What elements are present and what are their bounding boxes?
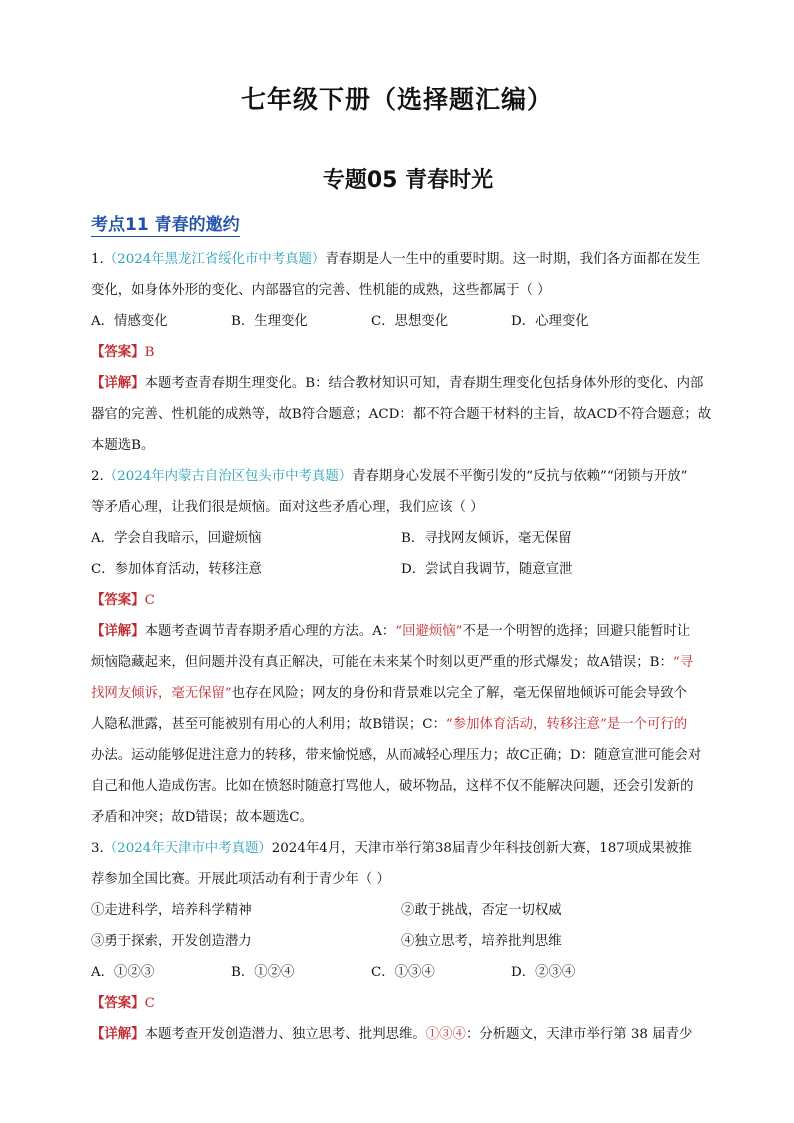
detail-label: 【详解】 bbox=[91, 375, 145, 391]
q2-detail-text: 人隐私泄露，甚至可能被别有用心的人利用；故B错误；C： bbox=[91, 717, 446, 732]
q2-options-row2 bbox=[91, 554, 723, 585]
q2-detail-line1 bbox=[91, 616, 723, 647]
q3-item-3: ③勇于探索，开发创造潜力 bbox=[91, 934, 252, 949]
q2-option-c: C．参加体育活动，转移注意 bbox=[91, 562, 262, 577]
q1-stem-line2: 变化，如身体外形的变化、内部器官的完善、性机能的成熟，这些都属于（ ） bbox=[91, 283, 551, 298]
q2-options-row1 bbox=[91, 523, 723, 554]
q3-option-d: D．②③④ bbox=[511, 965, 576, 980]
q3-option-a: A．①②③ bbox=[91, 965, 155, 980]
q3-stem-line2: 荐参加全国比赛。开展此项活动有利于青少年（ ） bbox=[91, 872, 390, 887]
answer-label: 【答案】 bbox=[91, 344, 145, 360]
q2-detail-text: 烦恼隐藏起来，但问题并没有真正解决，可能在未来某个时刻以更严重的形式爆发；故A错误；B： bbox=[91, 655, 673, 670]
q1-option-a: A．情感变化 bbox=[91, 314, 168, 329]
q2-detail-text: 不是一个明智的选择；回避只能暂时让 bbox=[462, 624, 691, 639]
q3-item-2: ②敢于挑战，否定一切权威 bbox=[401, 903, 562, 918]
q2-detail-highlight: “回避烦恼” bbox=[395, 624, 463, 639]
q2-detail-line6: 自己和他人造成伤害。比如在愤怒时随意打骂他人，破坏物品，这样不仅不能解决问题，还会引发新的 bbox=[91, 779, 694, 794]
q2-detail-text: 也存在风险；网友的身份和背景难以完全了解，毫无保留地倾诉可能会导致个 bbox=[231, 686, 688, 701]
q3-option-c: C．①③④ bbox=[371, 965, 435, 980]
q2-stem-line1 bbox=[91, 461, 723, 492]
q3-detail-line1 bbox=[91, 1019, 723, 1050]
q3-stem-line1 bbox=[91, 833, 723, 864]
q2-option-a: A．学会自我暗示，回避烦恼 bbox=[91, 531, 262, 546]
page-title: 七年级下册（选择题汇编） bbox=[240, 85, 553, 114]
q2-answer-value: C bbox=[144, 593, 155, 608]
detail-label: 【详解】 bbox=[91, 1026, 145, 1042]
q2-detail-line7: 矛盾和冲突；故D错误；故本题选C。 bbox=[91, 810, 313, 825]
q2-detail-line4 bbox=[91, 709, 723, 740]
q2-number: 2. bbox=[91, 469, 104, 484]
answer-label: 【答案】 bbox=[91, 995, 145, 1011]
q1-option-d: D．心理变化 bbox=[511, 314, 589, 329]
q1-answer-value: B bbox=[144, 345, 155, 360]
q3-options bbox=[91, 957, 723, 988]
q3-items-row1 bbox=[91, 895, 723, 926]
q2-answer bbox=[91, 585, 723, 616]
q2-option-d: D．尝试自我调节，随意宣泄 bbox=[401, 562, 573, 577]
q3-item-4: ④独立思考，培养批判思维 bbox=[401, 934, 562, 949]
q1-stem-text: 青春期是人一生中的重要时期。这一时期，我们各方面都在发生 bbox=[325, 252, 701, 267]
q1-detail-line1 bbox=[91, 368, 723, 399]
q1-stem-line1 bbox=[91, 244, 723, 275]
q3-source: （2024年天津市中考真题） bbox=[103, 841, 272, 856]
q3-detail-text: ：分析题文，天津市举行第 38 届青少 bbox=[465, 1027, 693, 1042]
q2-detail-line2 bbox=[91, 647, 723, 678]
q3-number: 3. bbox=[91, 841, 104, 856]
q3-detail-text: 本题考查开发创造潜力、独立思考、批判思维。 bbox=[144, 1027, 426, 1042]
q1-detail-line2: 器官的完善、性机能的成熟等，故B符合题意；ACD：都不符合题干材料的主旨，故ACD不符合题意；故 bbox=[91, 407, 712, 422]
q1-answer bbox=[91, 337, 723, 368]
q3-detail-highlight: ①③④ bbox=[425, 1027, 466, 1042]
q3-answer bbox=[91, 988, 723, 1019]
q2-option-b: B．寻找网友倾诉，毫无保留 bbox=[401, 531, 572, 546]
q2-source: （2024年内蒙古自治区包头市中考真题） bbox=[103, 469, 353, 484]
q3-stem-text: 2024年4月，天津市举行第38届青少年科技创新大赛，187项成果被推 bbox=[271, 841, 692, 856]
q1-source: （2024年黑龙江省绥化市中考真题） bbox=[103, 252, 326, 267]
q3-answer-value: C bbox=[144, 996, 155, 1011]
section-heading: 考点11 青春的邀约 bbox=[91, 210, 240, 237]
q3-option-b: B．①②④ bbox=[231, 965, 295, 980]
q2-detail-line5: 办法。运动能够促进注意力的转移，带来愉悦感，从而减轻心理压力；故C正确；D：随意宣泄可能会对 bbox=[91, 748, 702, 763]
q2-stem-line2: 等矛盾心理，让我们很是烦恼。面对这些矛盾心理，我们应该（ ） bbox=[91, 500, 484, 515]
q2-detail-line3 bbox=[91, 678, 723, 709]
q1-detail-line3: 本题选B。 bbox=[91, 438, 155, 453]
q3-items-row2 bbox=[91, 926, 723, 957]
detail-label: 【详解】 bbox=[91, 623, 145, 639]
q2-detail-highlight: 找网友倾诉，毫无保留” bbox=[91, 686, 232, 701]
q1-option-c: C．思想变化 bbox=[371, 314, 449, 329]
q2-detail-highlight: “寻 bbox=[672, 655, 694, 670]
topic-title: 专题05 青春时光 bbox=[322, 168, 494, 193]
q2-detail-highlight: “参加体育活动，转移注意”是一个可行的 bbox=[445, 717, 688, 732]
q2-detail-text: 本题考查调节青春期矛盾心理的方法。A： bbox=[144, 624, 396, 639]
q3-item-1: ①走进科学，培养科学精神 bbox=[91, 903, 252, 918]
question-list bbox=[91, 244, 723, 1050]
answer-label: 【答案】 bbox=[91, 592, 145, 608]
q1-options bbox=[91, 306, 723, 337]
q1-detail-text: 本题考查青春期生理变化。B：结合教材知识可知，青春期生理变化包括身体外形的变化、内部 bbox=[144, 376, 704, 391]
q1-option-b: B．生理变化 bbox=[231, 314, 308, 329]
q2-stem-text: 青春期身心发展不平衡引发的“反抗与依赖”“闭锁与开放” bbox=[352, 469, 688, 484]
q1-number: 1. bbox=[91, 252, 104, 267]
